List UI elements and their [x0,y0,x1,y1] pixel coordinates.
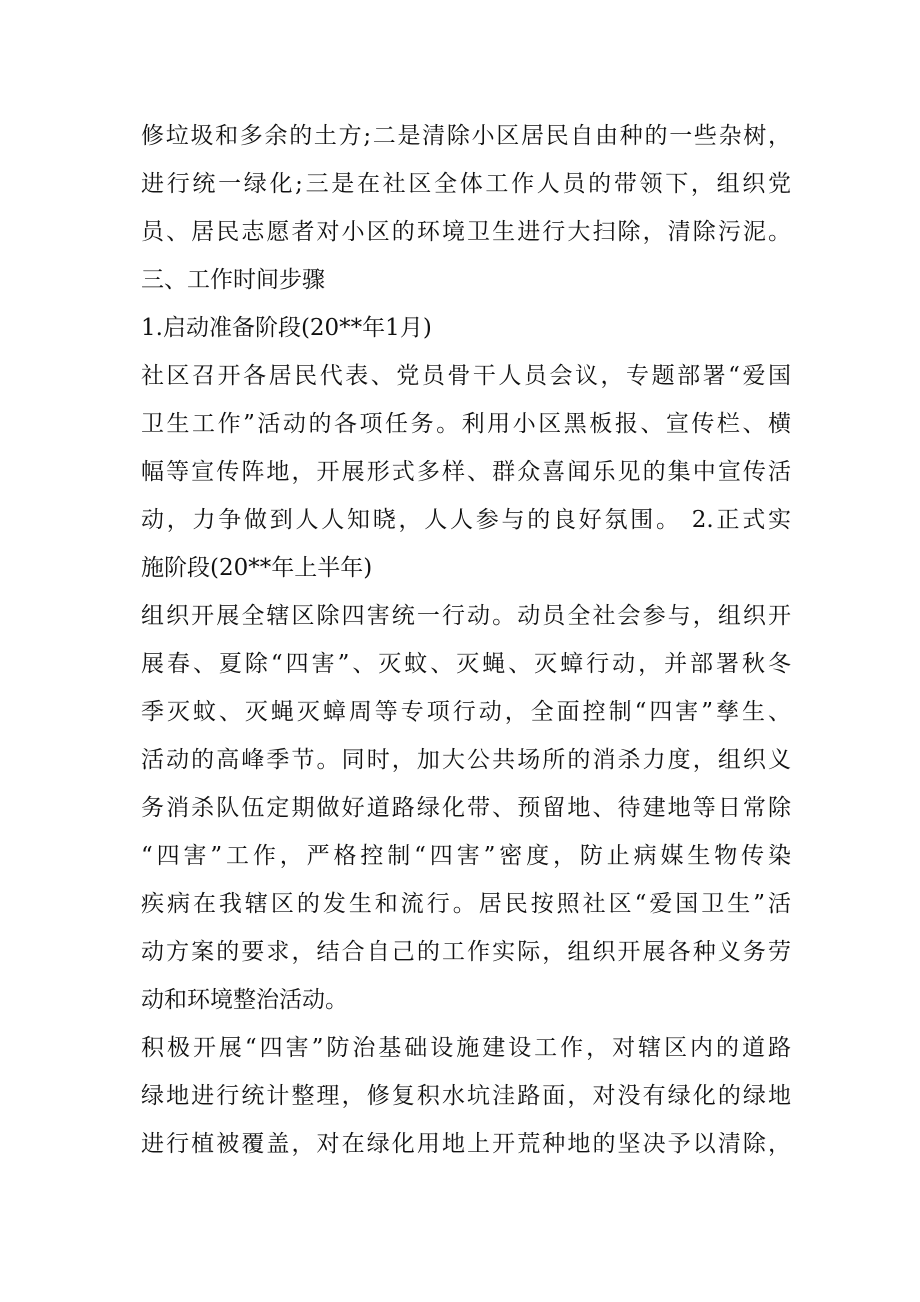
text-line: 进行植被覆盖，对在绿化用地上开荒种地的坚决予以清除， [141,1131,791,1157]
text-line: 活动的高峰季节。同时，加大公共场所的消杀力度，组织义 [141,747,791,773]
text-line: 社区召开各居民代表、党员骨干人员会议，专题部署“爱国 [141,363,791,389]
text-line: 幅等宣传阵地，开展形式多样、群众喜闻乐见的集中宣传活 [141,459,791,485]
text-line: 动和环境整治活动。 [141,987,348,1013]
text-line: 进行统一绿化;三是在社区全体工作人员的带领下，组织党 [141,171,791,197]
text-line: 卫生工作”活动的各项任务。利用小区黑板报、宣传栏、横 [141,411,791,437]
text-line: 员、居民志愿者对小区的环境卫生进行大扫除，清除污泥。 [141,219,791,245]
text-line: 动，力争做到人人知晓，人人参与的良好氛围。 2.正式实 [141,507,791,533]
text-line: 务消杀队伍定期做好道路绿化带、预留地、待建地等日常除 [141,795,791,821]
text-line: 三、工作时间步骤 [141,267,325,293]
text-line: 1.启动准备阶段(20**年1月) [141,315,432,341]
text-line: 疾病在我辖区的发生和流行。居民按照社区“爱国卫生”活 [141,891,791,917]
text-line: “四害”工作，严格控制“四害”密度，防止病媒生物传染 [141,843,791,869]
text-line: 组织开展全辖区除四害统一行动。动员全社会参与，组织开 [141,603,791,629]
text-line: 积极开展“四害”防治基础设施建设工作，对辖区内的道路 [141,1035,791,1061]
text-line: 修垃圾和多余的土方;二是清除小区居民自由种的一些杂树， [141,123,791,149]
text-line: 展春、夏除“四害”、灭蚊、灭蝇、灭蟑行动，并部署秋冬 [141,651,791,677]
document-body [141,112,791,1168]
text-line: 动方案的要求，结合自己的工作实际，组织开展各种义务劳 [141,939,791,965]
text-line: 施阶段(20**年上半年) [141,555,373,581]
text-line: 季灭蚊、灭蝇灭蟑周等专项行动，全面控制“四害”孳生、 [141,699,791,725]
text-line: 绿地进行统计整理，修复积水坑洼路面，对没有绿化的绿地 [141,1083,791,1109]
